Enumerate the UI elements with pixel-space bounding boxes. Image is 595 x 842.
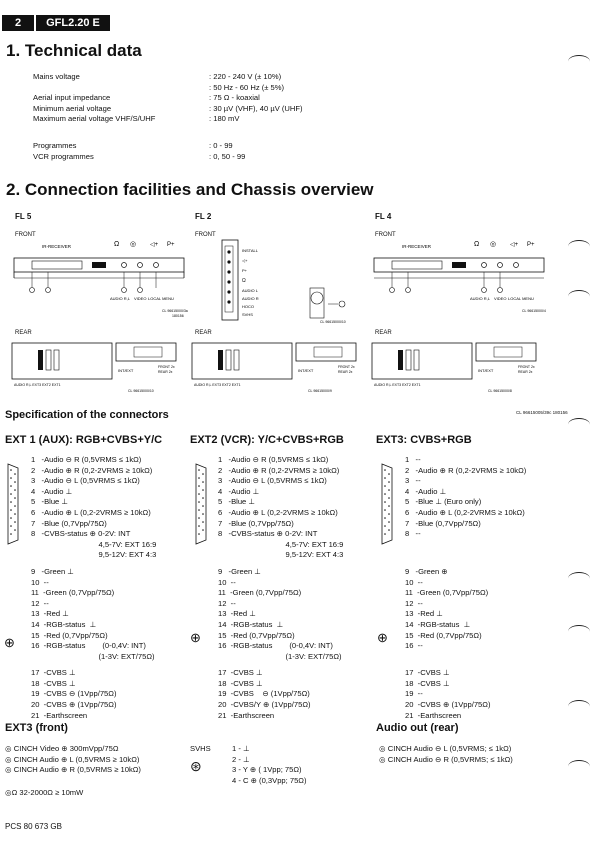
tech-data-key: Mains voltage (33, 72, 80, 81)
pin-row: 9 -Green ⊥ (218, 566, 261, 576)
cinch-icon: ◎ (5, 754, 14, 764)
tech-data-key (33, 83, 209, 94)
pin-row: 1 -- (405, 455, 421, 464)
pin-row: 11 -Green (0,7Vpp/75Ω) (405, 588, 489, 598)
pin-row: 2 -Audio ⊕ R (0,2-2VRMS ≥ 10kΩ) (31, 465, 153, 475)
margin-mark (568, 240, 590, 253)
pin-row: 9,5-12V: EXT 4:3 (31, 550, 157, 560)
ext1-title: EXT 1 (AUX): RGB+CVBS+Y/C (5, 434, 163, 446)
tech-data-table (33, 72, 303, 162)
fl2-label: FL 2 (195, 212, 212, 221)
input-arrow-icon: ⊕ (377, 630, 388, 645)
svg-text:CL 96615000/10: CL 96615000/10 (320, 320, 346, 323)
pin-row (405, 652, 526, 663)
svg-text:LOCAL MENU: LOCAL MENU (148, 296, 174, 301)
fl5-rear-diagram (10, 340, 190, 402)
tech-data-value: : 75 Ω - koaxial (209, 93, 260, 103)
svg-text:VIDEO: VIDEO (494, 296, 507, 301)
pin-row: 20 -CVBS ⊕ (1Vpp/75Ω) (405, 700, 491, 710)
svg-text:HOCO: HOCO (242, 304, 254, 309)
audio-out-title: Audio out (rear) (376, 722, 459, 734)
pin-row (405, 540, 526, 551)
pin-row: 18 -CVBS ⊥ (31, 678, 76, 688)
pin-row: 10 -- (31, 577, 49, 587)
pin-row: 7 -Blue (0,7Vpp/75Ω) (218, 518, 294, 528)
svg-text:Ω: Ω (114, 241, 120, 248)
tech-data-row (33, 72, 303, 83)
svhs-connector-icon: ⊛ (190, 758, 202, 774)
fl4-rear-diagram (370, 340, 550, 402)
pin-row: 1 -Audio ⊖ R (0,5VRMS ≤ 1kΩ) (218, 455, 329, 464)
pin-row: 6 -Audio ⊕ L (0,2-2VRMS ≥ 10kΩ) (218, 507, 338, 517)
pin-row: 9 -Green ⊕ (405, 566, 448, 576)
tech-data-row (33, 141, 303, 152)
pin-row: 19 -- (405, 689, 423, 699)
svg-text:SVHS: SVHS (242, 312, 253, 317)
ext2-title: EXT2 (VCR): Y/C+CVBS+RGB (190, 434, 344, 446)
svg-text:AUDIO R,L EXT3 EXT2 EXT1: AUDIO R,L EXT3 EXT2 EXT1 (374, 383, 421, 387)
pin-row: 12 -- (405, 598, 423, 608)
fl2-rear-diagram (190, 340, 370, 402)
margin-mark (568, 572, 590, 585)
pin-row: 3 -- (405, 476, 421, 486)
pin-row: 8 -CVBS-status ⊕ 0-2V: INT (31, 529, 131, 539)
footer-code: PCS 80 673 GB (5, 822, 62, 831)
svg-text:REAR 2x: REAR 2x (518, 370, 533, 374)
pin-row: 21 -Earthscreen (31, 710, 88, 720)
section-2-title: 2. Connection facilities and Chassis overview (6, 180, 374, 199)
pin-row: 6 -Audio ⊕ L (0,2-2VRMS ≥ 10kΩ) (405, 507, 525, 517)
svg-text:CL 96615000/8: CL 96615000/8 (488, 389, 512, 393)
tech-data-row (33, 114, 303, 125)
margin-mark (568, 700, 590, 713)
svg-text:◎: ◎ (130, 241, 137, 248)
pin-row: 5 -Blue ⊥ (Euro only) (405, 497, 482, 507)
svg-text:AUDIO R,L EXT3 EXT2 EXT1: AUDIO R,L EXT3 EXT2 EXT1 (194, 383, 241, 387)
svg-text:AUDIO R,L EXT3 EXT2 EXT1: AUDIO R,L EXT3 EXT2 EXT1 (14, 383, 61, 387)
pin-row: 12 -- (218, 598, 236, 608)
pin-row: 14 -RGB-status ⊥ (31, 619, 97, 629)
pin-row: 21 -Earthscreen (405, 710, 462, 720)
margin-mark (568, 760, 590, 773)
pin-row: 7 -Blue (0,7Vpp/75Ω) (405, 518, 481, 528)
pin-row: 8 -CVBS-status ⊕ 0-2V: INT (218, 529, 318, 539)
tech-data-key: Aerial input impedance (33, 93, 111, 103)
svg-text:INT/EXT: INT/EXT (478, 368, 494, 373)
svg-text:CL 96615000/3a: CL 96615000/3a (162, 309, 188, 313)
pin-row: 7 -Blue (0,7Vpp/75Ω) (31, 518, 107, 528)
cinch-icon: ◎ (5, 744, 14, 753)
pin-row: 12 -- (31, 598, 49, 608)
fl5-front-diagram (12, 238, 192, 323)
tech-data-value: : 0 - 99 (209, 140, 233, 150)
svg-text:◎: ◎ (490, 241, 497, 248)
pin-row: 15 -Red (0,7Vpp/75Ω) (31, 630, 108, 640)
fl4-label: FL 4 (375, 212, 392, 221)
tech-data-value: : 0, 50 - 99 (209, 151, 246, 161)
cinch-icon: ◎ (379, 744, 388, 753)
scart-connector-icon (6, 462, 20, 546)
fl5-label: FL 5 (15, 212, 32, 221)
pin-row: 20 -CVBS ⊕ (1Vpp/75Ω) (31, 700, 117, 710)
pin-row: 3 -Audio ⊖ L (0,5VRMS ≤ 1kΩ) (31, 476, 140, 486)
pin-row: 9 -Green ⊥ (31, 566, 74, 576)
svg-text:P+: P+ (242, 268, 248, 273)
svg-text:Ω: Ω (474, 241, 480, 248)
pin-row: 2 -Audio ⊕ R (0,2-2VRMS ≥ 10kΩ) (405, 465, 527, 475)
pin-row: 9,5-12V: EXT 4:3 (218, 550, 344, 560)
svhs-label: SVHS (190, 744, 211, 753)
pin-row: 16 -- (405, 641, 423, 651)
pin-row: 4,5-7V: EXT 16:9 (218, 539, 344, 549)
tech-data-key: Programmes (33, 140, 77, 150)
front-label-1: FRONT (15, 232, 36, 238)
tech-data-value: : 220 - 240 V (± 10%) (209, 72, 282, 81)
pin-row: 1 -Audio ⊖ R (0,5VRMS ≤ 1kΩ) (31, 455, 142, 464)
tech-data-value: : 30 µV (VHF), 40 µV (UHF) (209, 103, 303, 113)
rear-label-3: REAR (375, 330, 392, 336)
svg-text:◁+: ◁+ (150, 242, 159, 248)
pin-row: 17 -CVBS ⊥ (31, 668, 76, 678)
pin-row: 4 -Audio ⊥ (405, 486, 447, 496)
margin-mark (568, 290, 590, 303)
front-label-3: FRONT (375, 232, 396, 238)
pin-row: 14 -RGB-status ⊥ (405, 619, 471, 629)
pin-row: 13 -Red ⊥ (405, 609, 443, 619)
fl4-front-diagram (372, 238, 552, 323)
tech-data-row (33, 83, 303, 94)
ext3-front-list: ◎ CINCH Video ⊕ 300mVpp/75Ω ◎ CINCH Audio ⊕ L (0,5VRMS ≥ 10kΩ) ◎ CINCH Audio ⊕ R (0,5VRMS ≥ 10kΩ) (5, 744, 141, 775)
tech-data-value: : 50 Hz - 60 Hz (± 5%) (209, 82, 285, 92)
pin-row: 4,5-7V: EXT 16:9 (31, 539, 157, 549)
rear-label-1: REAR (15, 330, 32, 336)
tech-data-key: Minimum aerial voltage (33, 103, 112, 113)
svg-text:VIDEO: VIDEO (134, 296, 147, 301)
svg-text:CL 96615000/4: CL 96615000/4 (522, 309, 546, 313)
ext2-pin-list (218, 455, 343, 721)
pin-row: 11 -Green (0,7Vpp/75Ω) (31, 588, 115, 598)
ext3-title: EXT3: CVBS+RGB (376, 434, 472, 446)
spec-cl-code: CL 96615005/39c 180156 (516, 410, 568, 415)
pin-row: 14 -RGB-status ⊥ (218, 619, 284, 629)
svg-text:INSTALL: INSTALL (242, 248, 258, 253)
pin-row: 10 -- (218, 577, 236, 587)
svg-text:IR-RECEIVER: IR-RECEIVER (42, 244, 72, 249)
headphone-row: ◎Ω 32-2000Ω ≥ 10mW (5, 788, 84, 797)
tech-data-key: VCR programmes (33, 151, 94, 161)
svg-text:AUDIO L: AUDIO L (242, 288, 259, 293)
svg-text:◁+: ◁+ (242, 258, 248, 263)
pin-row: 13 -Red ⊥ (218, 609, 256, 619)
pin-row: 4 -Audio ⊥ (218, 486, 260, 496)
front-label-2: FRONT (195, 232, 216, 238)
pin-row: 19 -CVBS ⊖ (1Vpp/75Ω) (218, 689, 310, 699)
svg-text:180156: 180156 (172, 314, 184, 318)
ext3-pin-list (405, 455, 526, 721)
svg-text:FRONT 2x: FRONT 2x (518, 365, 535, 369)
pin-row: 15 -Red (0,7Vpp/75Ω) (218, 630, 295, 640)
pin-row: 5 -Blue ⊥ (218, 497, 256, 507)
ext3-front-title: EXT3 (front) (5, 722, 68, 734)
tech-data-row (33, 104, 303, 115)
svg-text:◁+: ◁+ (510, 242, 519, 248)
tech-data-value: : 180 mV (209, 114, 240, 124)
svg-text:P+: P+ (167, 242, 175, 248)
ext1-pin-list (31, 455, 156, 721)
pin-row: (1-3V: EXT/75Ω) (218, 651, 342, 661)
svg-text:AUDIO R: AUDIO R (242, 296, 259, 301)
margin-mark (568, 55, 590, 68)
pin-row: 8 -- (405, 529, 421, 539)
pin-row: 16 -RGB-status (0-0,4V: INT) (218, 641, 333, 651)
pin-row: 4 -Audio ⊥ (31, 486, 73, 496)
spec-title: Specification of the connectors (5, 409, 169, 421)
svg-text:FRONT 2x: FRONT 2x (158, 365, 175, 369)
svg-text:LOCAL MENU: LOCAL MENU (508, 296, 534, 301)
input-arrow-icon: ⊕ (190, 630, 201, 645)
pin-row: 10 -- (405, 577, 423, 587)
pin-row (405, 550, 526, 561)
pin-row: 18 -CVBS ⊥ (405, 678, 450, 688)
scart-connector-icon (380, 462, 394, 546)
svg-text:REAR 2x: REAR 2x (338, 370, 353, 374)
fl2-front-diagram (192, 238, 372, 323)
pin-row: 16 -RGB-status (0-0,4V: INT) (31, 641, 146, 651)
svg-text:REAR 2x: REAR 2x (158, 370, 173, 374)
pin-row: 13 -Red ⊥ (31, 609, 69, 619)
pin-row: (1-3V: EXT/75Ω) (31, 651, 155, 661)
svg-text:P+: P+ (527, 242, 535, 248)
svg-text:IR-RECEIVER: IR-RECEIVER (402, 244, 432, 249)
headphone-icon: ◎Ω (5, 788, 20, 797)
pin-row: 3 -Audio ⊖ L (0,5VRMS ≤ 1kΩ) (218, 476, 327, 486)
svg-text:CL 96615000/10: CL 96615000/10 (128, 389, 154, 393)
rear-label-2: REAR (195, 330, 212, 336)
cinch-icon: ◎ (379, 754, 388, 764)
scart-connector-icon (194, 462, 208, 546)
pin-row: 19 -CVBS ⊖ (1Vpp/75Ω) (31, 689, 117, 699)
pin-row: 15 -Red (0,7Vpp/75Ω) (405, 630, 482, 640)
svg-text:INT/EXT: INT/EXT (118, 368, 134, 373)
page-number: 2 (2, 15, 34, 31)
svg-text:FRONT 2x: FRONT 2x (338, 365, 355, 369)
tech-data-row (33, 152, 303, 163)
pin-row: 17 -CVBS ⊥ (405, 668, 450, 678)
svg-text:Ω: Ω (242, 278, 246, 284)
svg-text:AUDIO R,L: AUDIO R,L (110, 296, 131, 301)
pin-row: 5 -Blue ⊥ (31, 497, 69, 507)
pin-row: 11 -Green (0,7Vpp/75Ω) (218, 588, 302, 598)
svg-text:AUDIO R,L: AUDIO R,L (470, 296, 491, 301)
svg-text:INT/EXT: INT/EXT (298, 368, 314, 373)
input-arrow-icon: ⊕ (4, 635, 15, 650)
model-badge: GFL2.20 E (36, 15, 110, 31)
cinch-icon: ◎ (5, 765, 14, 775)
audio-out-list: ◎ CINCH Audio ⊖ L (0,5VRMS; ≤ 1kΩ) ◎ CINCH Audio ⊖ R (0,5VRMS; ≤ 1kΩ) (379, 744, 513, 764)
svg-text:CL 96615000/9: CL 96615000/9 (308, 389, 332, 393)
pin-row: 20 -CVBS/Y ⊕ (1Vpp/75Ω) (218, 700, 311, 710)
pin-row: 17 -CVBS ⊥ (218, 668, 263, 678)
margin-mark (568, 625, 590, 638)
pin-row: 6 -Audio ⊕ L (0,2-2VRMS ≥ 10kΩ) (31, 507, 151, 517)
section-1-title: 1. Technical data (6, 41, 142, 60)
tech-data-row (33, 93, 303, 104)
pin-row: 18 -CVBS ⊥ (218, 678, 263, 688)
tech-data-key: Maximum aerial voltage VHF/S/UHF (33, 114, 156, 124)
svhs-pin-list: 1 - ⊥ 2 - ⊥ 3 - Y ⊕ ( 1Vpp; 75Ω) 4 - C ⊕ (0,3Vpp; 75Ω) (232, 744, 307, 785)
pin-row: 2 -Audio ⊕ R (0,2-2VRMS ≥ 10kΩ) (218, 465, 340, 475)
margin-mark (568, 418, 590, 431)
pin-row: 21 -Earthscreen (218, 710, 275, 720)
